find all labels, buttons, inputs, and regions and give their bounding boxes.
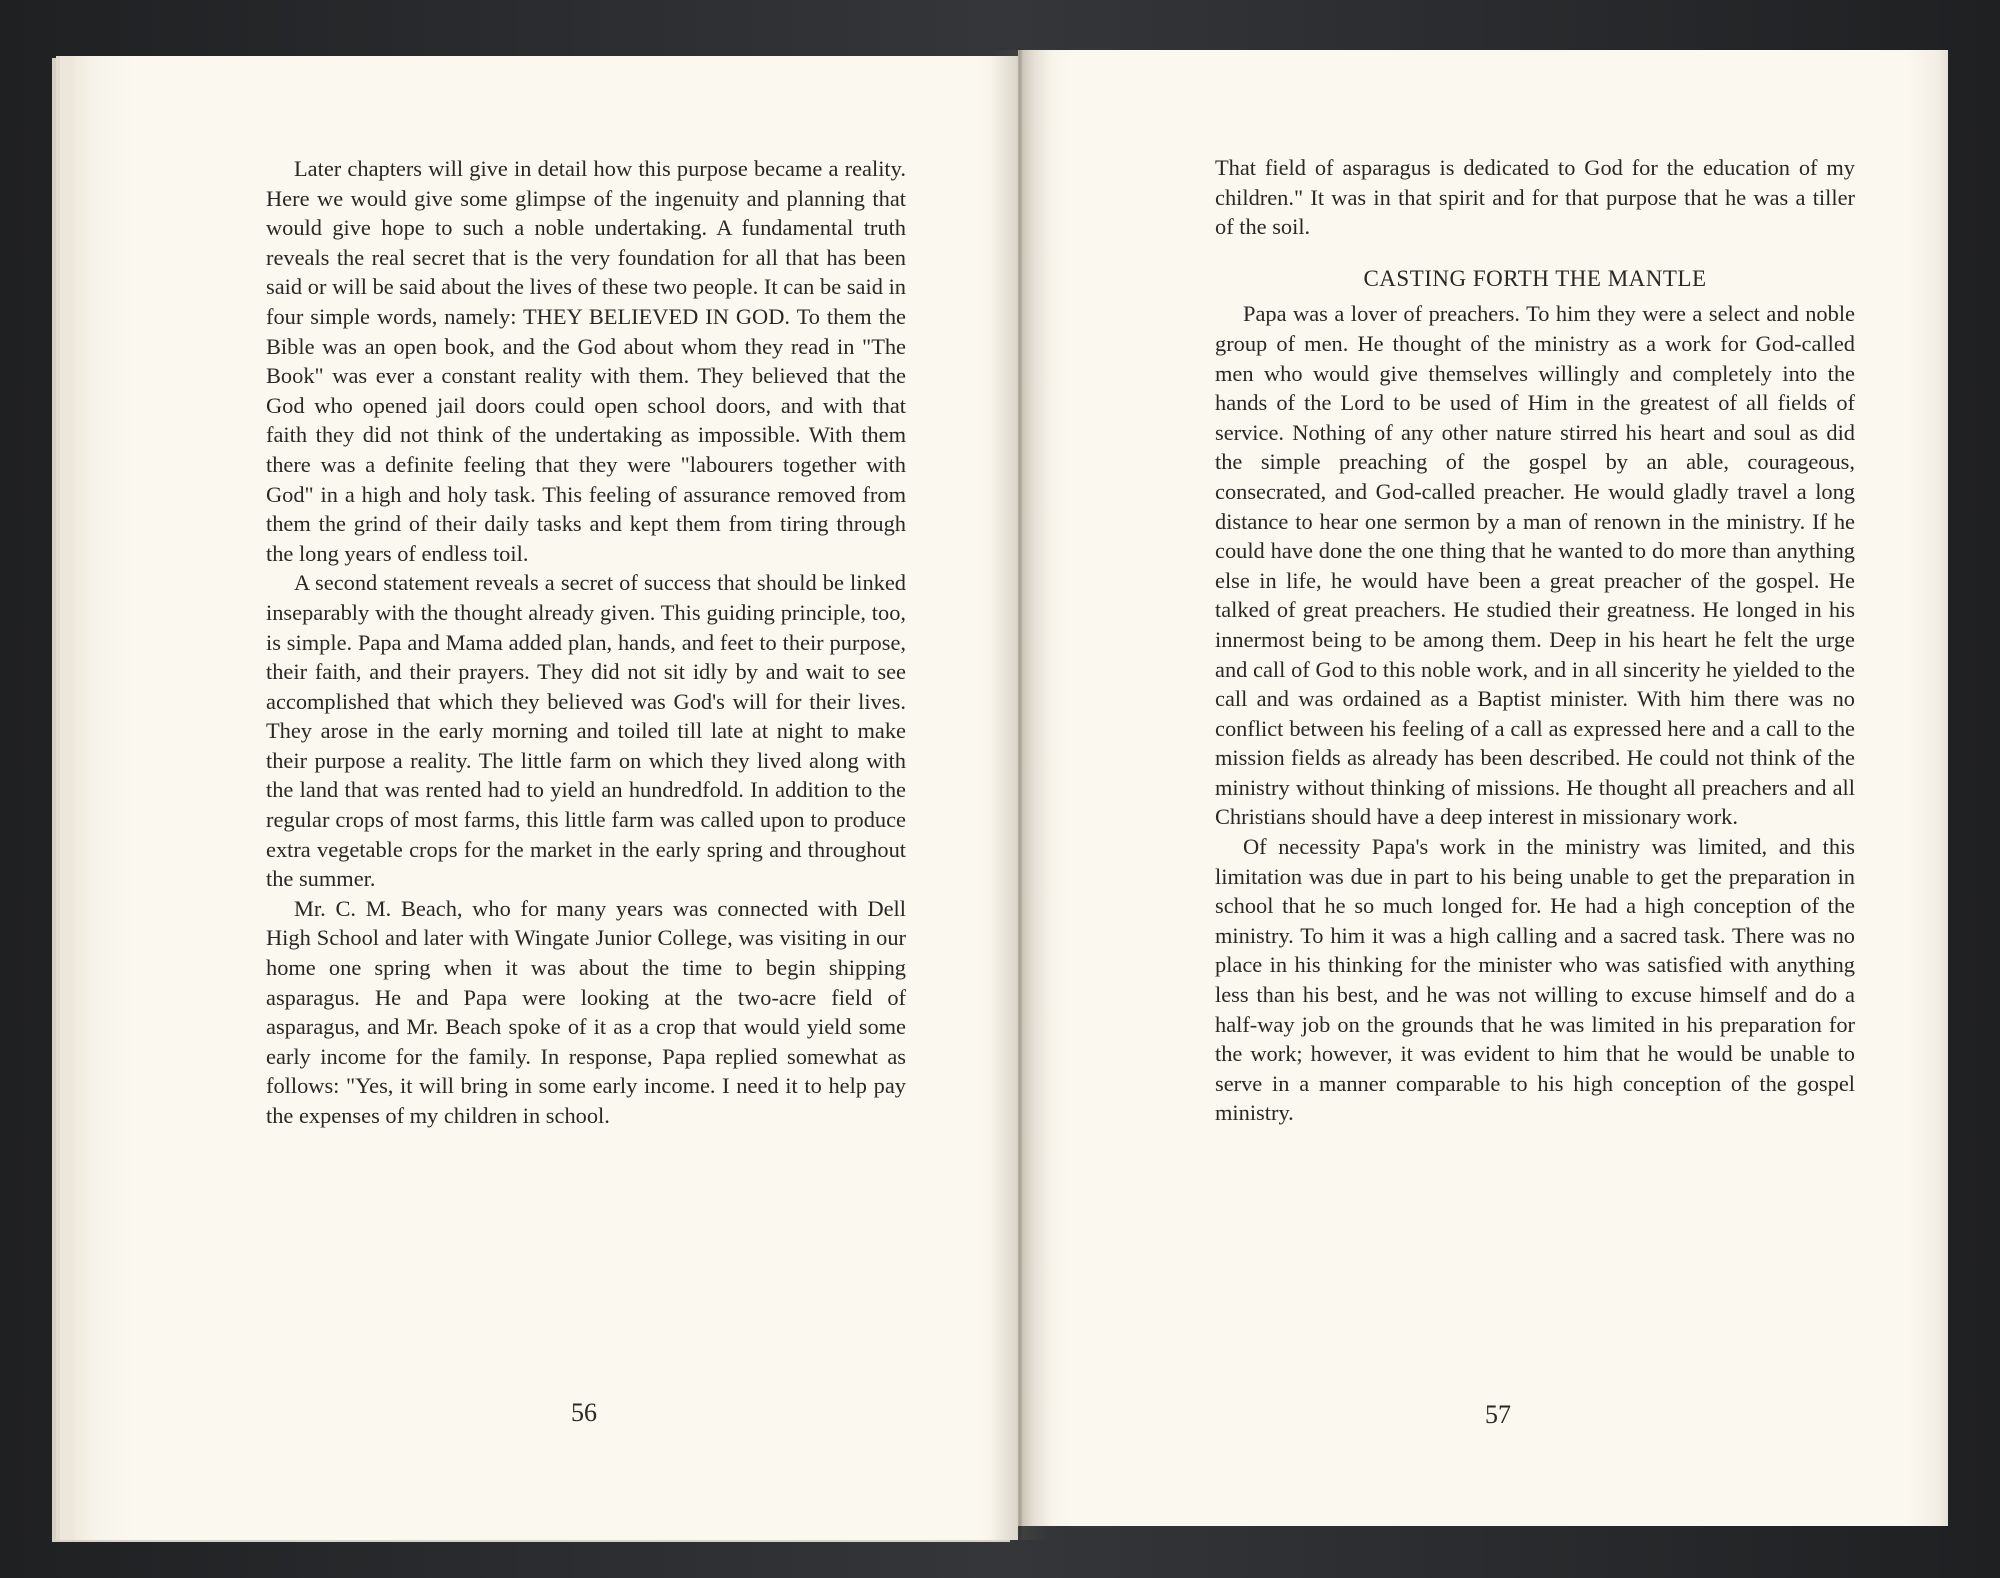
right-paragraph-1: Papa was a lover of preachers. To him they were a select and noble group of men. He thought of the ministry as a work for God-called men who would give themselves willingly and completely into the hands of the Lord to be used of Him in the greatest of all fields of service. Nothing of any other nature stirred his heart and soul as did the simple preaching of the gospel by an able, courageous, consecrated, and God-called preacher. He would gladly travel a long distance to hear one sermon by a man of renown in the ministry. If he could have done the one thing that he wanted to do more than anything else in life, he would have been a great preacher of the gospel. He talked of great preachers. He studied their greatness. He longed in his innermost being to be among them. Deep in his heart he felt the urge and call of God to this noble work, and in all sincerity he yielded to the call and was ordained as a Baptist minister. With him there was no conflict between his feeling of a call as expressed here and a call to the mission fields as already has been described. He could not think of the ministry without thinking of missions. He thought all preachers and all Christians should have a deep interest in missionary work. xyxy=(1215,301,1855,830)
section-heading: CASTING FORTH THE MANTLE xyxy=(1363,265,1707,291)
left-page xyxy=(60,56,1018,1540)
open-book xyxy=(60,50,1950,1530)
left-paragraph-3: Mr. C. M. Beach, who for many years was connected with Dell High School and later with Wingate Junior College, was visiting in our home one spring when it was about the time to begin shipping asparagus. He and Papa were looking at the two-acre field of asparagus, and Mr. Beach spoke of it as a crop that would yield some early income for the family. In response, Papa replied somewhat as follows: "Yes, it will bring in some early income. I need it to help pay the expenses of my children in school. xyxy=(266,895,906,1128)
left-paragraph-1: Later chapters will give in detail how this purpose became a reality. Here we would give some glimpse of the ingenuity and planning that would give hope to such a noble undertaking. A fundamental truth reveals the real secret that is the very foundation for all that has been said or will be said about the lives of these two people. It can be said in four simple words, namely: THEY BELIEVED IN GOD. To them the Bible was an open book, and the God about whom they read in "The Book" was ever a constant reality with them. They believed that the God who opened jail doors could open school doors, and with that faith they did not think of the undertaking as impossible. With them there was a definite feeling that they were "labourers together with God" in a high and holy task. This feeling of assurance removed from them the grind of their daily tasks and kept them from tiring through the long years of endless toil. xyxy=(266,156,906,566)
right-page xyxy=(1018,50,1948,1526)
right-page-text xyxy=(1215,153,1855,1128)
right-continuation-paragraph: That field of asparagus is dedicated to God for the education of my children." It was in that spirit and for that purpose that he was a tiller of the soil. xyxy=(1215,155,1855,240)
left-paragraph-2: A second statement reveals a secret of success that should be linked inseparably with the thought already given. This guiding principle, too, is simple. Papa and Mama added plan, hands, and feet to their purpose, their faith, and their prayers. They did not sit idly by and wait to see accomplished that which they believed was God's will for their lives. They arose in the early morning and toiled till late at night to make their purpose a reality. The little farm on which they lived along with the land that was rented had to yield an hundredfold. In addition to the regular crops of most farms, this little farm was called upon to produce extra vegetable crops for the market in the early spring and throughout the summer. xyxy=(266,570,906,892)
right-page-number: 57 xyxy=(1485,1400,1511,1429)
left-page-text xyxy=(266,154,906,1131)
left-page-number: 56 xyxy=(571,1398,597,1427)
right-paragraph-2: Of necessity Papa's work in the ministry was limited, and this limitation was due in part to his being unable to get the preparation in school that he so much longed for. He had a high conception of the ministry. To him it was a high calling and a sacred task. There was no place in his thinking for the minister who was satisfied with anything less than his best, and he was not willing to excuse himself and do a half-way job on the grounds that he was limited in his preparation for the work; however, it was evident to him that he would be unable to serve in a manner comparable to his high conception of the gospel ministry. xyxy=(1215,834,1855,1126)
